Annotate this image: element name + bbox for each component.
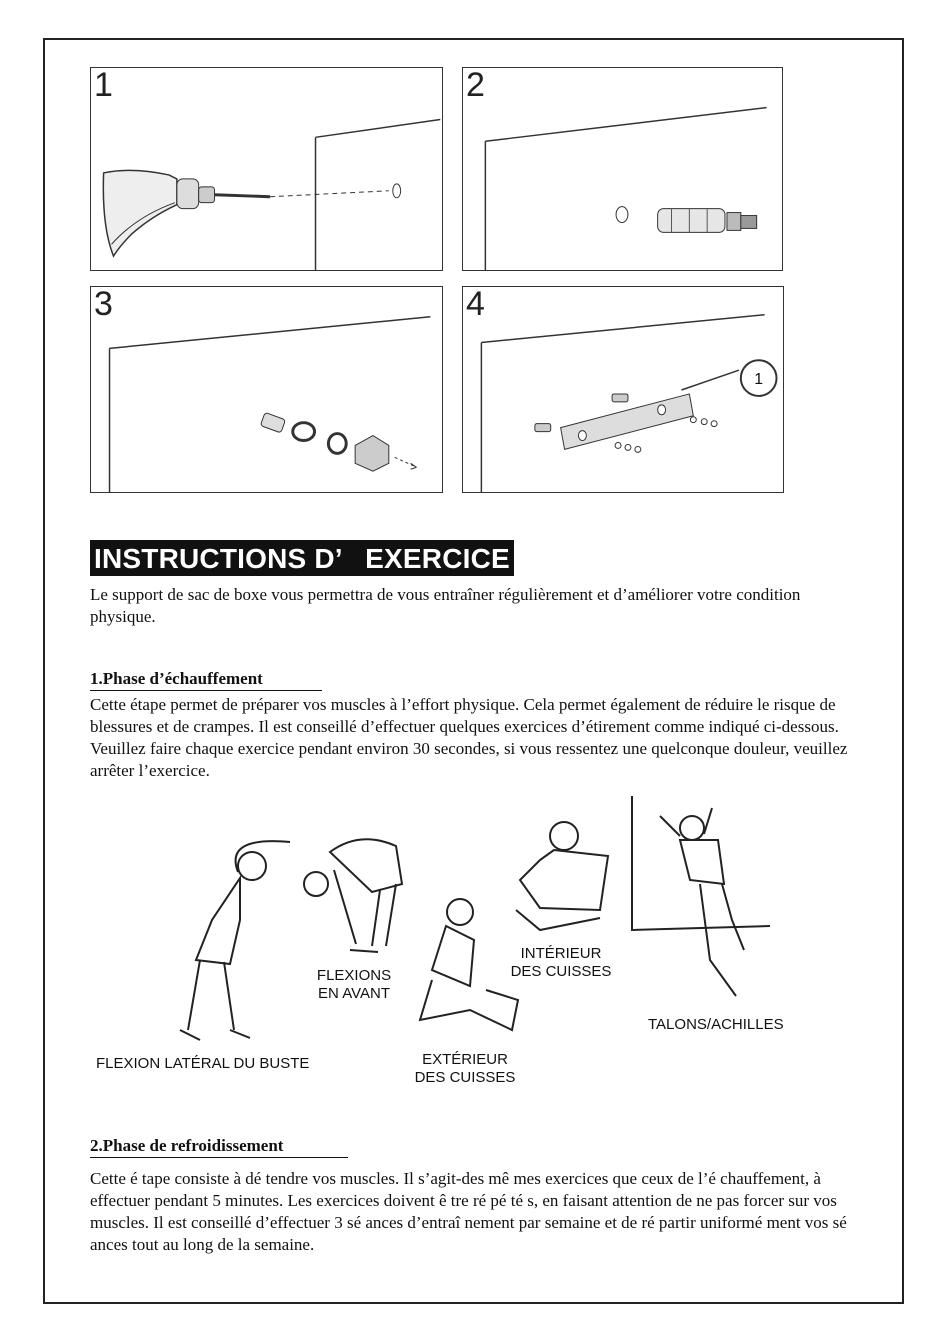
- step-number: 1: [94, 66, 113, 104]
- intro-paragraph: Le support de sac de boxe vous permettra de vous entraîner régulièrement et d’améliorer votre condition physique.: [90, 585, 801, 626]
- label-forward-bend-line2: EN AVANT: [318, 985, 390, 1002]
- section-title: INSTRUCTIONS D’ EXERCICE: [90, 540, 514, 576]
- forward-bend-figure: [304, 839, 402, 952]
- step-number: 4: [466, 285, 485, 323]
- warmup-heading: 1.Phase d’échauffement: [90, 669, 322, 691]
- label-forward-bend-line1: FLEXIONS: [316, 967, 392, 984]
- label-outer-thigh-line2: DES CUISSES: [414, 1069, 516, 1086]
- label-outer-thigh-line1: EXTÉRIEUR: [422, 1051, 508, 1068]
- label-side-bend: FLEXION LATÉRAL DU BUSTE: [96, 1055, 310, 1072]
- label-inner-thigh: [498, 945, 624, 981]
- label-inner-thigh-line2: DES CUISSES: [510, 963, 612, 980]
- label-heels: TALONS/ACHILLES: [648, 1016, 784, 1033]
- step-number: 2: [466, 66, 485, 104]
- step-number: 3: [94, 285, 113, 323]
- heels-figure: [632, 796, 770, 996]
- inner-thigh-figure: [516, 822, 608, 930]
- label-inner-thigh-line1: INTÉRIEUR: [520, 945, 602, 962]
- cooldown-paragraph: Cette é tape consiste à dé tendre vos muscles. Il s’agit-des mê mes exercices que ceux de l’é chauffement, à effectuer pendant 5 minutes. Les exercices doivent ê tre ré pé té s, en faisant attention de ne pas forcer sur vos muscles. Il est conseillé d’effectuer 3 sé ances d’entraî nement par semaine et de ré partir uniformé ment vos sé ances tout au long de la semaine.: [90, 1169, 847, 1254]
- label-forward-bend: [300, 967, 408, 1003]
- callout-number: 1: [754, 371, 764, 389]
- warmup-paragraph: Cette étape permet de préparer vos muscles à l’effort physique. Cela permet également de réduire le risque de blessures et de crampes. Il est conseillé d’effectuer quelques exercices d’étirement comme indiqué ci-dessous. Veuillez faire chaque exercice pendant environ 30 secondes, si vous ressentez une quelconque douleur, veuillez arrêter l’exercice.: [90, 695, 848, 780]
- side-bend-figure: [180, 841, 290, 1040]
- cooldown-heading: 2.Phase de refroidissement: [90, 1136, 348, 1158]
- label-outer-thigh: [402, 1051, 528, 1087]
